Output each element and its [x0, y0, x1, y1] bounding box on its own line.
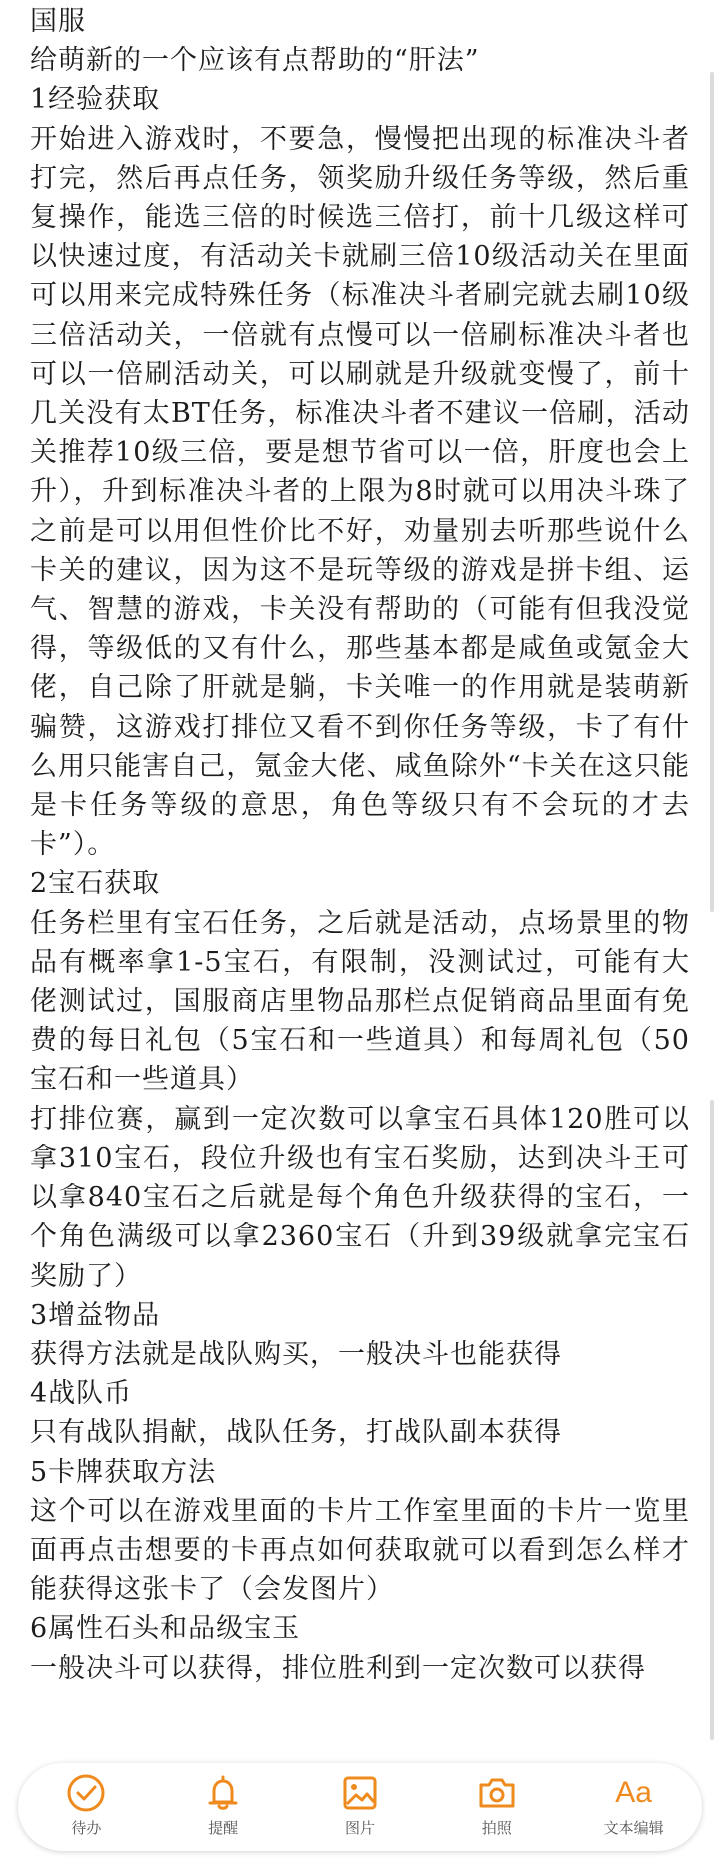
section-paragraph: 只有战队捐献，战队任务，打战队副本获得 — [30, 1417, 562, 1449]
image-icon — [337, 1771, 383, 1815]
text-edit-icon: Aa — [615, 1776, 652, 1809]
section-heading-experience: 1经验获取 — [30, 84, 161, 116]
note-subtitle: 给萌新的一个应该有点帮助的“肝法” — [30, 45, 480, 77]
section-paragraph: 这个可以在游戏里面的卡片工作室里面的卡片一览里面再点击想要的卡再点如何获取就可以看到怎么样才能获得这张卡了（会发图片） — [30, 1495, 690, 1606]
note-title: 国服 — [30, 6, 86, 37]
text-edit-button[interactable] — [579, 1767, 689, 1847]
camera-label: 拍照 — [481, 1819, 512, 1837]
reminder-label: 提醒 — [208, 1819, 239, 1837]
image-label: 图片 — [344, 1819, 375, 1837]
checkmark-circle-icon — [63, 1771, 109, 1815]
note-content[interactable] — [30, 2, 690, 1688]
camera-icon — [474, 1771, 520, 1815]
section-heading-stones: 6属性石头和品级宝玉 — [30, 1613, 301, 1645]
bell-icon — [200, 1771, 246, 1815]
section-heading-team-coins: 4战队币 — [30, 1378, 133, 1410]
text-edit-label: 文本编辑 — [603, 1819, 664, 1837]
section-heading-buff-items: 3增益物品 — [30, 1299, 161, 1331]
scrollbar-thumb-lower[interactable] — [710, 1100, 714, 1740]
image-button[interactable] — [305, 1767, 415, 1847]
section-heading-cards: 5卡牌获取方法 — [30, 1456, 217, 1488]
section-heading-gems: 2宝石获取 — [30, 868, 161, 900]
section-paragraph: 一般决斗可以获得，排位胜利到一定次数可以获得 — [30, 1652, 646, 1684]
camera-button[interactable] — [442, 1767, 552, 1847]
section-paragraph: 获得方法就是战队购买，一般决斗也能获得 — [30, 1338, 562, 1370]
reminder-button[interactable] — [168, 1767, 278, 1847]
todo-label: 待办 — [71, 1819, 102, 1837]
section-paragraph: 打排位赛，赢到一定次数可以拿宝石具体120胜可以拿310宝石，段位升级也有宝石奖励，达到决斗王可以拿840宝石之后就是每个角色升级获得的宝石，一个角色满级可以拿2360宝石（升到39级就拿完宝石奖励了） — [30, 1103, 690, 1292]
section-paragraph: 开始进入游戏时，不要急，慢慢把出现的标准决斗者打完，然后再点任务，领奖励升级任务等级，然后重复操作，能选三倍的时候选三倍打，前十几级这样可以快速过度，有活动关卡就刷三倍10级活动关在里面可以用来完成特殊任务（标准决斗者刷完就去刷10级三倍活动关，一倍就有点慢可以一倍刷标准决斗者也可以一倍刷活动关，可以刷就是升级就变慢了，前十几关没有太BT任务，标准决斗者不建议一倍刷，活动关推荐10级三倍，要是想节省可以一倍，肝度也会上升），升到标准决斗者的上限为8时就可以用决斗珠了之前是可以用但性价比不好，劝量别去听那些说什么卡关的建议，因为这不是玩等级的游戏是拼卡组、运气、智慧的游戏，卡关没有帮助的（可能有但我没觉得，等级低的又有什么，那些基本都是咸鱼或氪金大佬，自己除了肝就是躺，卡关唯一的作用就是装萌新骗赞，这游戏打排位又看不到你任务等级，卡了有什么用只能害自己，氪金大佬、咸鱼除外“卡关在这只能是卡任务等级的意思，角色等级只有不会玩的才去卡”）。 — [30, 123, 690, 861]
todo-button[interactable] — [31, 1767, 141, 1847]
section-paragraph: 任务栏里有宝石任务，之后就是活动，点场景里的物品有概率拿1-5宝石，有限制，没测试过，可能有大佬测试过，国服商店里物品那栏点促销商品里面有免费的每日礼包（5宝石和一些道具）和每周礼包（50宝石和一些道具） — [30, 907, 690, 1096]
bottom-toolbar — [18, 1763, 702, 1851]
scrollbar-thumb[interactable] — [710, 72, 714, 912]
